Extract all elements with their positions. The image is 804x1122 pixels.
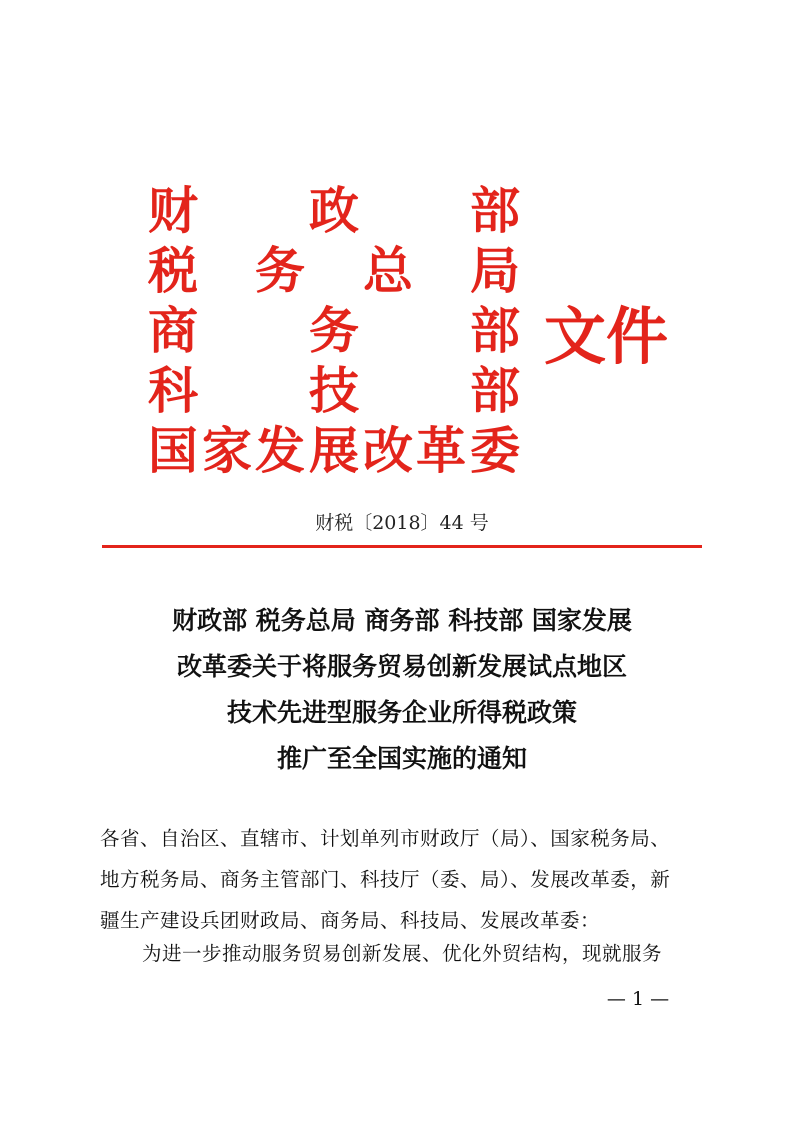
body-paragraph: 为进一步推动服务贸易创新发展、优化外贸结构，现就服务 xyxy=(142,942,663,965)
issuer-char: 委 xyxy=(470,421,520,480)
document-suffix: 文件 xyxy=(544,300,669,373)
title-line: 技术先进型服务企业所得税政策 xyxy=(226,698,577,727)
issuer-char: 国 xyxy=(148,421,198,480)
issuer-char: 务 xyxy=(309,301,359,360)
issuer-ministry-of-commerce xyxy=(148,302,520,360)
issuer-char: 发 xyxy=(255,421,305,480)
document-number: 财税〔2018〕44 号 xyxy=(315,512,489,534)
issuer-char: 部 xyxy=(470,181,520,240)
issuer-char: 财 xyxy=(148,181,198,240)
issuer-char: 展 xyxy=(309,421,359,480)
issuer-char: 政 xyxy=(309,181,359,240)
issuer-char: 总 xyxy=(363,241,413,300)
issuer-char: 科 xyxy=(148,361,198,420)
issuer-block xyxy=(148,182,708,482)
issuer-char: 局 xyxy=(470,241,520,300)
title-line: 推广至全国实施的通知 xyxy=(276,744,527,773)
issuer-state-taxation-administration xyxy=(148,242,520,300)
document-title xyxy=(80,598,724,782)
issuer-char: 革 xyxy=(416,421,466,480)
title-line: 改革委关于将服务贸易创新发展试点地区 xyxy=(176,652,627,681)
recipients xyxy=(100,818,712,941)
issuer-char: 技 xyxy=(309,361,359,420)
issuer-char: 商 xyxy=(148,301,198,360)
issuer-char: 部 xyxy=(470,361,520,420)
issuer-char: 税 xyxy=(148,241,198,300)
recipient-line: 地方税务局、商务主管部门、科技厅（委、局）、发展改革委，新 xyxy=(100,868,671,891)
issuer-ndrc xyxy=(148,422,520,480)
issuer-ministry-of-finance xyxy=(148,182,520,240)
issuer-char: 部 xyxy=(470,301,520,360)
title-line: 财政部 税务总局 商务部 科技部 国家发展 xyxy=(172,606,632,635)
recipient-line: 各省、自治区、直辖市、计划单列市财政厅（局）、国家税务局、 xyxy=(100,827,671,850)
recipient-line: 疆生产建设兵团财政局、商务局、科技局、发展改革委： xyxy=(100,909,601,932)
issuer-char: 改 xyxy=(363,421,413,480)
issuer-ministry-of-science-and-technology xyxy=(148,362,520,420)
issuer-char: 务 xyxy=(255,241,305,300)
page-number: — 1 — xyxy=(606,988,670,1010)
issuer-char: 家 xyxy=(202,421,252,480)
red-divider xyxy=(102,545,702,548)
